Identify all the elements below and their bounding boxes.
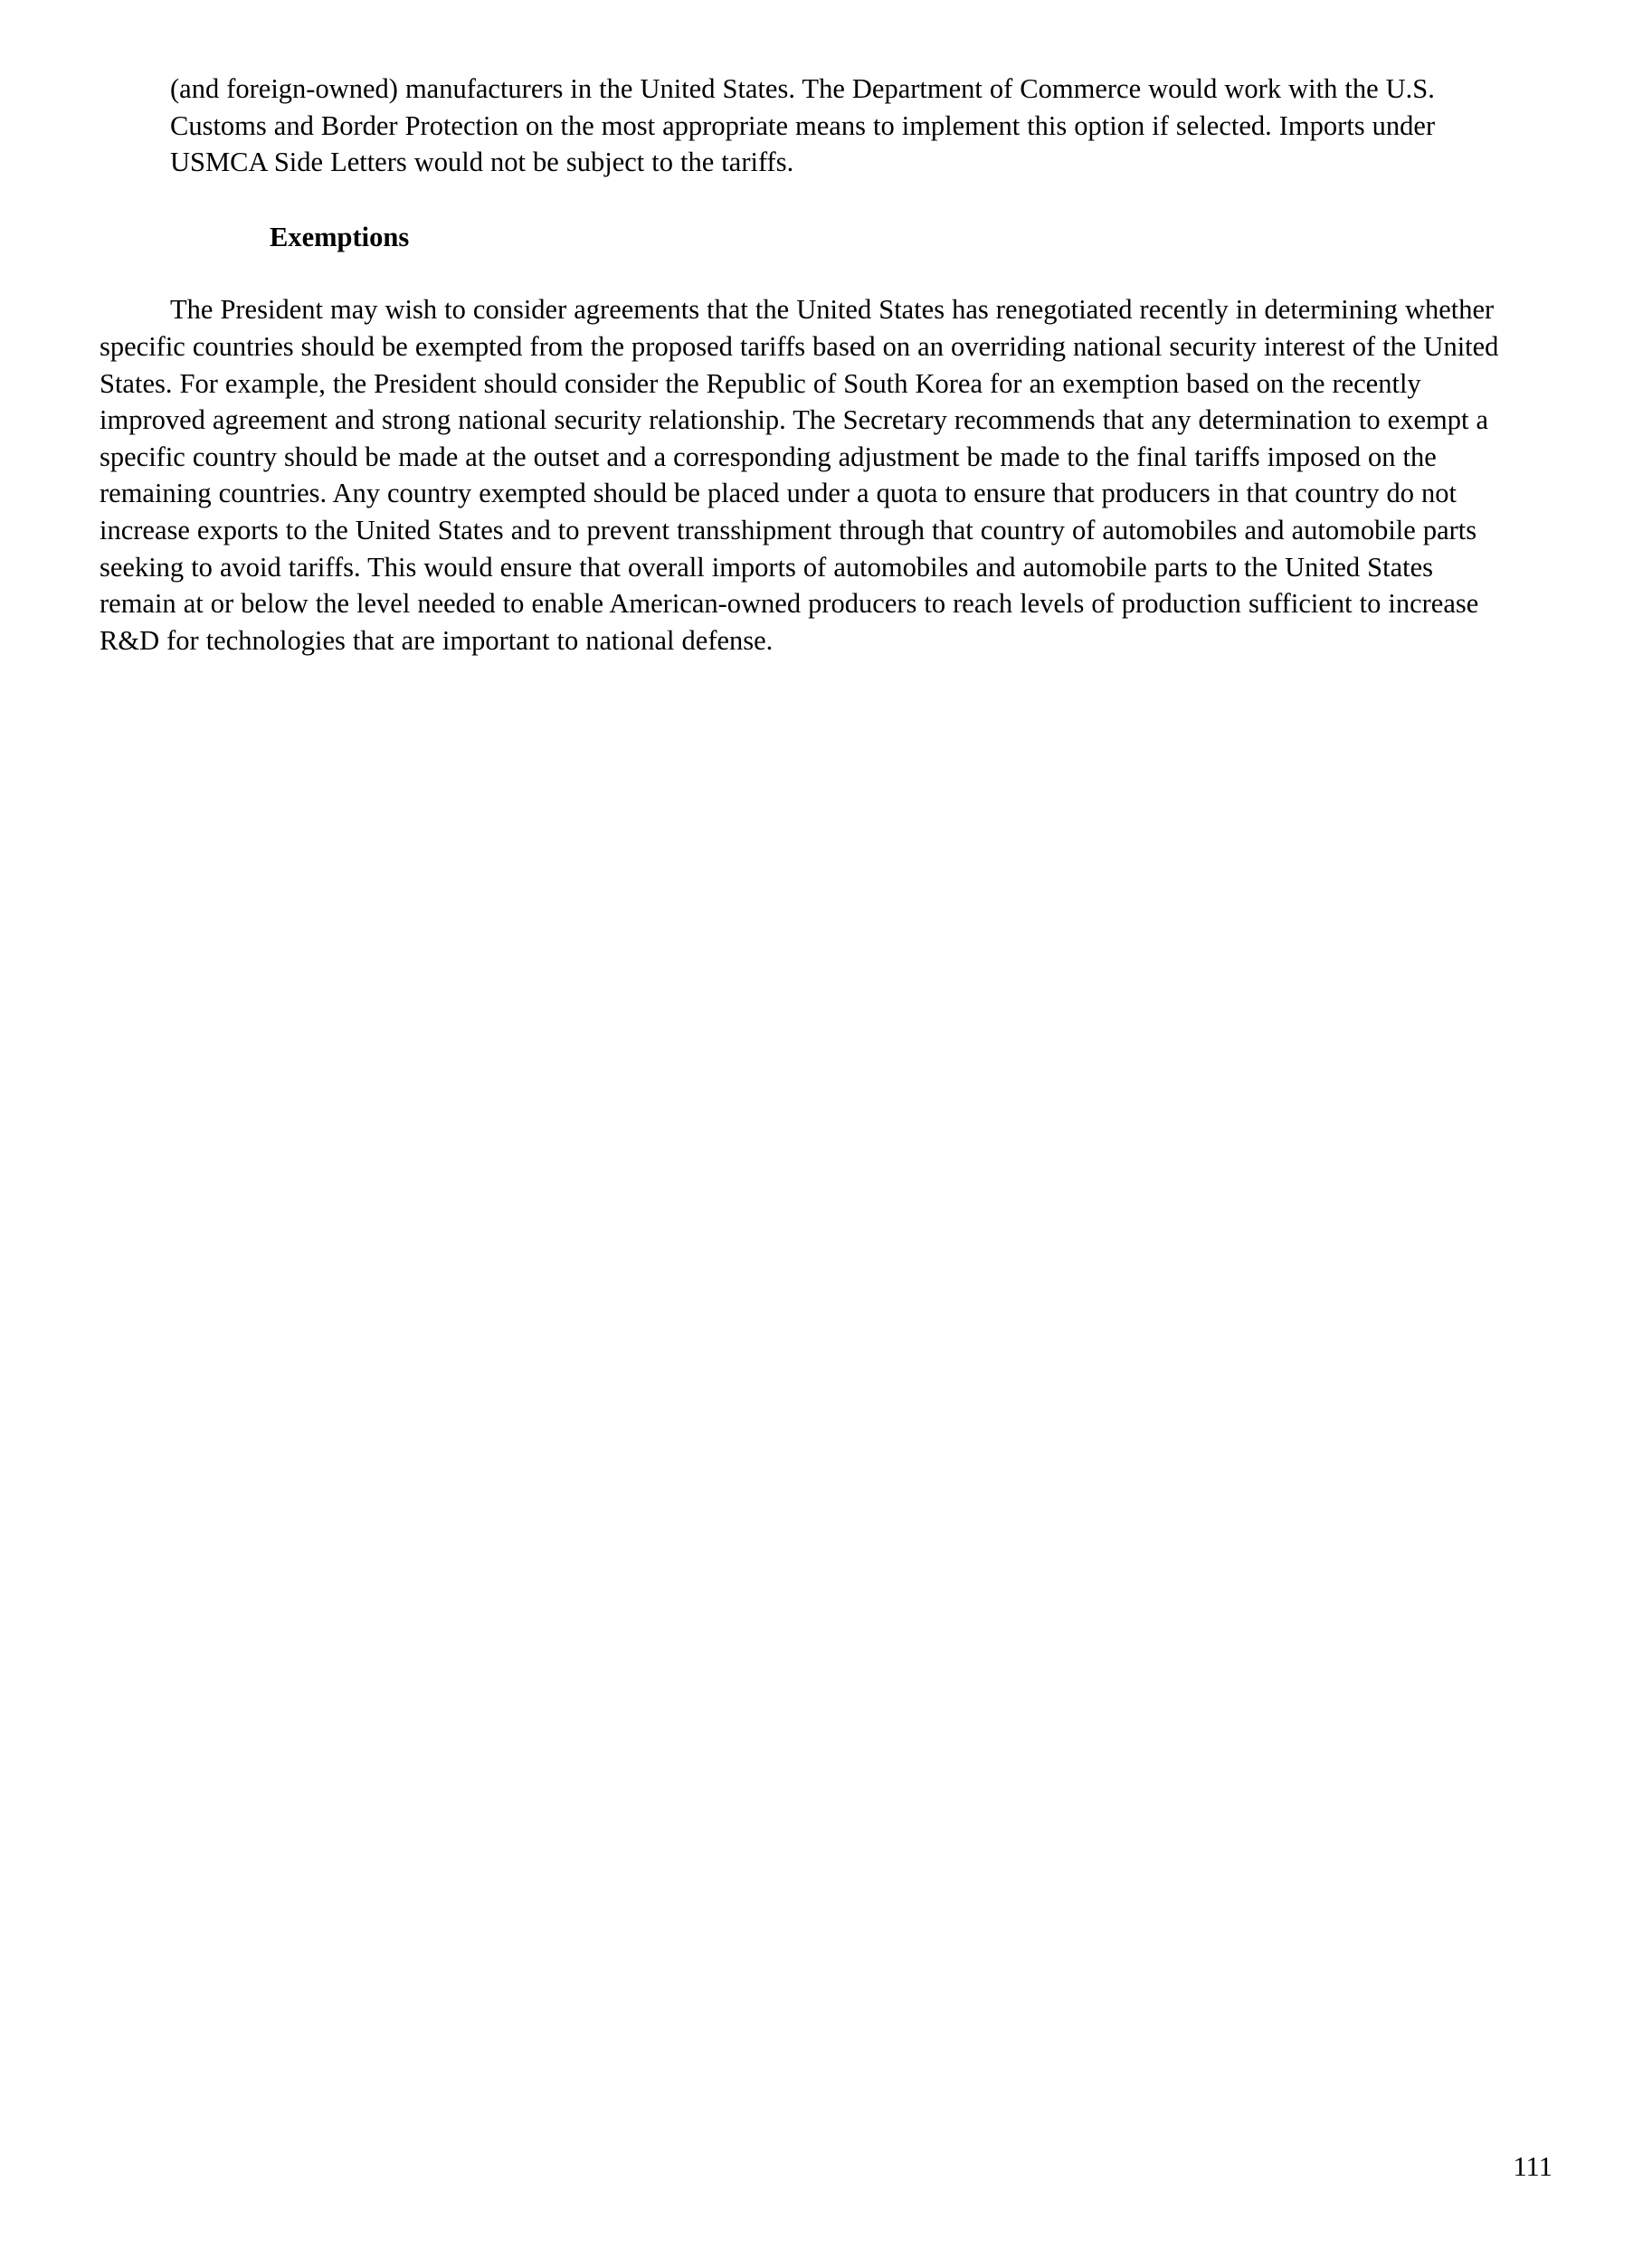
page-number: 111 bbox=[1513, 2151, 1552, 2182]
section-heading-exemptions: Exemptions bbox=[270, 221, 410, 252]
paragraph-continuation: (and foreign-owned) manufacturers in the United States. The Department of Commerce would work with the U.S. Customs and Border Protection on the most appropriate means to implement this option if selected. Imports under USMCA Side Letters would not be subject to the tariffs. bbox=[170, 73, 1436, 178]
paragraph-exemptions-body: The President may wish to consider agreements that the United States has renegotiated recently in determining whether specific countries should be exempted from the proposed tariffs based on an overriding national security interest of the United States. For example, the President should consider the Republic of South Korea for an exemption based on the recently improved agreement and strong national security relationship. The Secretary recommends that any determination to exempt a specific country should be made at the outset and a corresponding adjustment be made to the final tariffs imposed on the remaining countries. Any country exempted should be placed under a quota to ensure that producers in that country do not increase exports to the United States and to prevent transshipment through that country of automobiles and automobile parts seeking to avoid tariffs. This would ensure that overall imports of automobiles and automobile parts to the United States remain at or below the level needed to enable American-owned producers to reach levels of production sufficient to increase R&D for technologies that are important to national defense. bbox=[100, 294, 1499, 656]
page-content bbox=[100, 71, 1511, 659]
